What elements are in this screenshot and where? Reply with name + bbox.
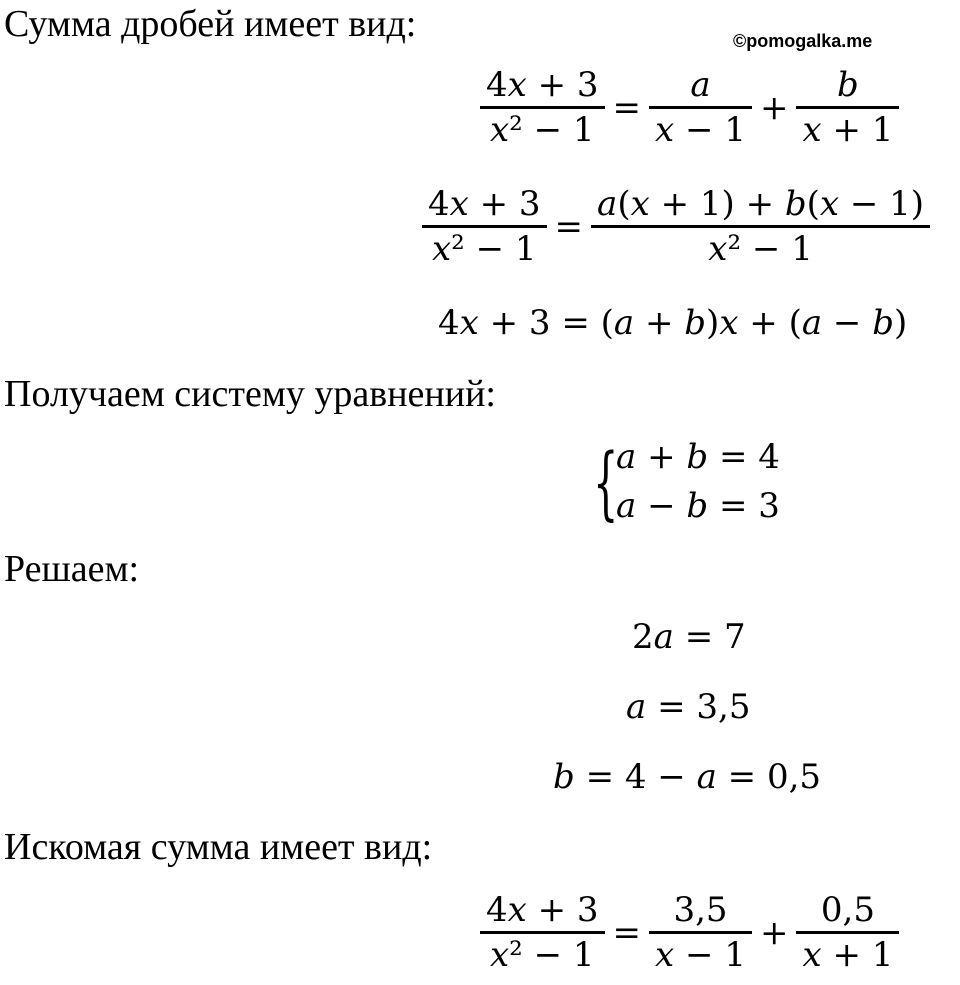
solve-line-1: 2𝑎 = 7 (632, 617, 746, 657)
system-line-1: 𝑎 + 𝑏 = 4 (616, 437, 780, 477)
fraction-numerator: 4𝑥 + 3 (428, 184, 541, 224)
solve-line-2: 𝑎 = 3,5 (626, 687, 751, 727)
fraction-lhs (480, 64, 605, 151)
plus-sign: + (759, 912, 789, 953)
fraction-numerator: 4𝑥 + 3 (486, 65, 599, 105)
fraction-denominator: 𝑥 − 1 (655, 935, 746, 975)
fraction-b-value (796, 889, 899, 976)
fraction-numerator: 4𝑥 + 3 (486, 890, 599, 930)
equation-partial-fractions (480, 64, 899, 151)
fraction-numerator: 0,5 (820, 890, 875, 930)
system-intro-text: Получаем систему уравнений: (4, 373, 496, 415)
result-intro-text: Искомая сумма имеет вид: (4, 826, 433, 868)
fraction-denominator: 𝑥² − 1 (708, 229, 813, 269)
fraction-numerator: 𝑎(𝑥 + 1) + 𝑏(𝑥 − 1) (597, 184, 925, 224)
solve-text: Решаем: (4, 548, 140, 590)
system-brace: { (593, 436, 619, 529)
equation-numerators: 4𝑥 + 3 = (𝑎 + 𝑏)𝑥 + (𝑎 − 𝑏) (438, 303, 908, 343)
fraction-lhs (422, 183, 547, 270)
solve-line-3: 𝑏 = 4 − 𝑎 = 0,5 (553, 757, 822, 797)
fraction-denominator: 𝑥² − 1 (432, 229, 537, 269)
equals-sign: = (612, 912, 642, 953)
fraction-denominator: 𝑥 + 1 (802, 935, 894, 975)
fraction-a-value (649, 889, 752, 976)
fraction-denominator: 𝑥 − 1 (655, 110, 746, 150)
fraction-lhs (480, 889, 605, 976)
fraction-denominator: 𝑥 + 1 (802, 110, 894, 150)
fraction-b (796, 64, 899, 151)
fraction-numerator: 3,5 (673, 890, 728, 930)
equals-sign: = (554, 206, 584, 247)
fraction-numerator: 𝑎 (690, 65, 711, 105)
fraction-rhs (591, 183, 930, 270)
equals-sign: = (612, 87, 642, 128)
equation-result (480, 889, 899, 976)
fraction-denominator: 𝑥² − 1 (490, 935, 595, 975)
watermark: ©pomogalka.me (733, 31, 873, 51)
plus-sign: + (759, 87, 789, 128)
fraction-a (649, 64, 752, 151)
system-line-2: 𝑎 − 𝑏 = 3 (616, 486, 780, 526)
intro-text: Сумма дробей имеет вид: (4, 3, 417, 45)
fraction-denominator: 𝑥² − 1 (490, 110, 595, 150)
equation-common-denominator (422, 183, 930, 270)
fraction-numerator: 𝑏 (837, 65, 859, 105)
